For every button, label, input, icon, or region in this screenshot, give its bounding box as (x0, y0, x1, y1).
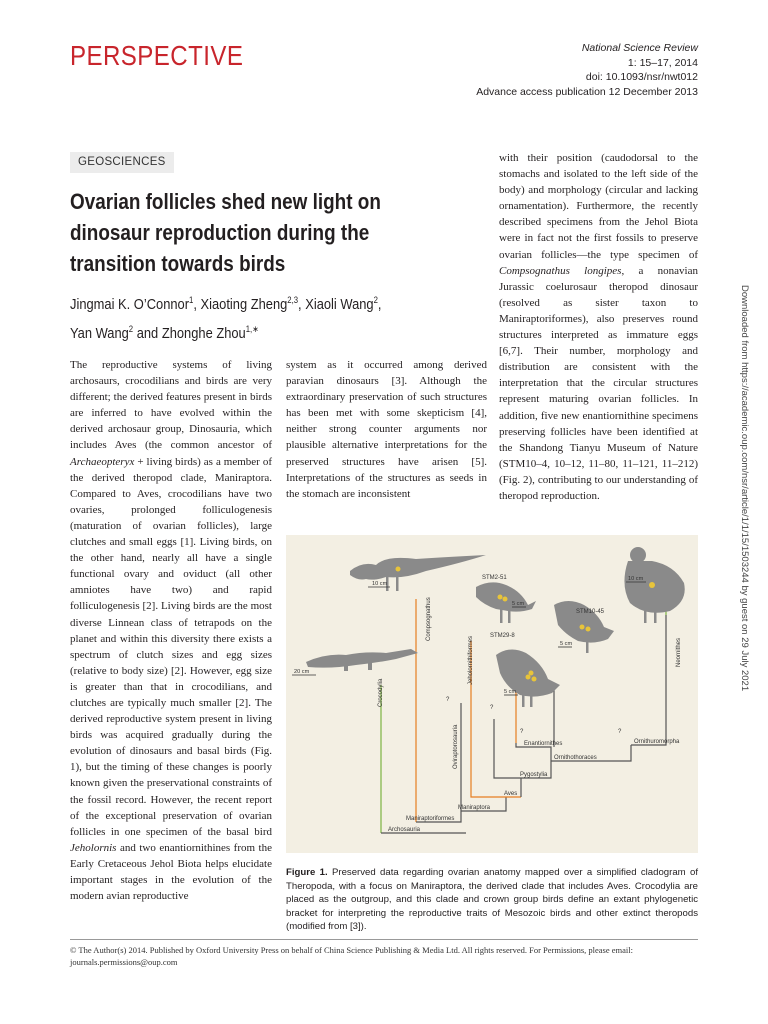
jeholornis-leg (500, 609, 503, 623)
figure-1-cladogram (286, 535, 698, 853)
question-mark: ? (446, 697, 450, 703)
stm29-leg (530, 693, 533, 707)
taxon-label: Jeholornithiformes (468, 635, 474, 685)
compsognathus-silhouette (350, 555, 486, 580)
question-mark: ? (490, 705, 494, 711)
journal-info (476, 41, 698, 99)
section-label: PERSPECTIVE (70, 40, 244, 71)
author[interactable]: Xiaoli Wang$^2$ (305, 295, 378, 313)
author[interactable]: Zhonghe Zhou$^{1,∗}$ (161, 324, 259, 342)
question-mark: ? (520, 729, 524, 735)
journal-name: National Science Review (581, 42, 698, 54)
branch-pygostylia (494, 719, 551, 778)
chicken-leg (644, 611, 647, 623)
footer-divider (70, 939, 698, 940)
stm29-leg (522, 693, 525, 707)
specimen-label: STM29-8 (490, 633, 515, 639)
chicken-head (630, 547, 646, 563)
taxon-label: Oviraptorosauria (453, 724, 459, 769)
volume-info: 1: 15–17, 2014 (627, 56, 698, 69)
branch-ornithuromorpha (631, 615, 666, 745)
clade-label: Archosauria (388, 827, 421, 833)
clade-label: Pygostylia (520, 772, 548, 778)
clade-label: Maniraptoriformes (406, 816, 455, 822)
author[interactable]: Xiaoting Zheng$^{2,3}$ (200, 295, 299, 313)
chicken-silhouette (624, 561, 684, 613)
copyright-footer: © The Author(s) 2014. Published by Oxford University Press on behalf of China Science Publishing & Media Ltd. All rights reserved. For Permissions, please email: journals.permissions@oup.com (70, 945, 633, 967)
author[interactable]: Yan Wang$^2$ (70, 324, 134, 342)
clade-label: Enantiornithes (524, 741, 563, 747)
scale-label: 20 cm (294, 669, 310, 675)
download-sidebar[interactable]: Downloaded from https://academic.oup.com/nsr/article/1/1/15/1503244 by guest on 29 July 2021 (739, 285, 750, 692)
author[interactable]: Jingmai K. O’Connor$^1$ (70, 295, 194, 313)
scale-label: 5 cm (560, 641, 573, 647)
question-mark: ? (618, 729, 622, 735)
access-date: Advance access publication 12 December 2013 (476, 85, 698, 98)
figure-label: Figure 1. (286, 867, 328, 878)
crocodile-silhouette (306, 649, 418, 668)
enantiornithine-leg (586, 639, 589, 653)
clade-label: Ornithothoraces (554, 755, 597, 761)
cladogram-svg (286, 535, 698, 853)
taxon-label: Compsognathus (426, 597, 432, 641)
specimen-label: STM10-45 (576, 609, 605, 615)
taxon-label: Neornithes (676, 637, 682, 667)
specimen-label: STM2-51 (482, 575, 507, 581)
subject-tag[interactable]: GEOSCIENCES (70, 152, 174, 173)
doi[interactable]: doi: 10.1093/nsr/nwt012 (585, 71, 698, 83)
scale-label: 5 cm (512, 601, 525, 607)
taxon-label: Crocodylia (378, 678, 384, 707)
croc-leg (368, 662, 372, 670)
jeholornis-leg (508, 609, 511, 623)
animal-silhouettes (306, 547, 685, 707)
compy-leg (396, 575, 399, 591)
article-title: Ovarian follicles shed new light on dinosaur reproduction during the transition towards birds (70, 189, 381, 276)
author-list: Jingmai K. O’Connor$^1$, Xiaoting Zheng$^{2,3}$, Xiaoli Wang$^2$, Yan Wang$^2$ and Zhonghe Zhou$^{1,∗}$ (70, 295, 382, 342)
body-column-1: The reproductive systems of living archosaurs, crocodilians and birds are very different; the derived features present in birds are inferred to have evolved within the derived archosaur group, Dinosauria, which includes Aves (the common ancestor of Archaeopteryx + living birds) as a member of the derived theropod clade, Maniraptora. Compared to Aves, crocodilians have two ovaries, prolonged folliculogenesis (maturation of ovarian follicles), large clutches and small eggs [1]. Living birds, on the other hand, nearly all have a single functional ovary and oviduct (all other amniotes have two) and rapid folliculogenesis [2]. Living birds are the most diverse Linnean class of tetrapods on the planet and within this diversity there exists a spectrum of clutch sizes and egg sizes (relative to body size) [2]. However, egg size is greater than that in crocodilians, and clutches are typically much smaller [2]. The derived reproductive system present in living birds was acquired gradually during the evolution of dinosaurs and basal birds (Fig. 1), but the timing of these changes is poorly known given the preservational constraints of the fossil record. However, the recent report of the exceptional preservation of ovarian follicles in one specimen of the basal bird Jeholornis and two enantiornithines from the Early Cretaceous Jehol Biota helps elucidate important stages in the evolution of the modern avian reproductive (70, 359, 272, 903)
scale-label: 10 cm (628, 576, 644, 582)
clade-label: Aves (504, 791, 518, 797)
clade-label: Ornithuromorpha (634, 739, 680, 745)
scale-label: 5 cm (504, 689, 517, 695)
clade-label: Maniraptora (458, 805, 491, 811)
scale-label: 10 cm (372, 581, 388, 587)
body-column-2: system as it occurred among derived paravian dinosaurs [3]. Although the extraordinary preservation of such structures has been met with some skepticism [4], neither strong counter arguments nor plausible alternative interpretations for the preserved structures have arisen [5]. Interpretations of the structures as seeds in the stomach are inconsistent (286, 359, 487, 500)
body-column-3: with their position (caudodorsal to the stomachs and isolated to the left side of the body) and morphology (circular and lacking ornamentation). Furthermore, the recently described specimens from the Jehol Biota were in fact not the first fossils to preserve ovarian follicles—the type specimen of Compsognathus longipes, a nonavian Jurassic coelurosaur theropod dinosaur (resolved as sister taxon to Maniraptoriformes), also preserves round structures interpreted as immature eggs [6,7]. Their number, morphology and distribution are consistent with the interpretation that the circular structures represent maturing ovarian follicles. In addition, five new enantiornithine specimens preserving follicles have been identified at the Shandong Tianyu Museum of Nature (STM10–4, 10–12, 11–80, 11–121, 11–212) (Fig. 2), contributing to our understanding of theropod reproduction. (499, 152, 698, 502)
figure-caption: Figure 1. Preserved data regarding ovarian anatomy mapped over a simplified cladogram of Theropoda, with a focus on Maniraptora, the derived clade that includes Aves. Crocodylia are placed as the outgroup, and this clade and crown group birds define an extant phylogenetic bracket for interpreting the reproductive traits of Mesozoic birds and other extinct theropods (modified from [3]). (286, 867, 698, 933)
enantiornithine-silhouette (554, 601, 614, 643)
chicken-leg (654, 611, 657, 623)
croc-leg (344, 663, 348, 671)
